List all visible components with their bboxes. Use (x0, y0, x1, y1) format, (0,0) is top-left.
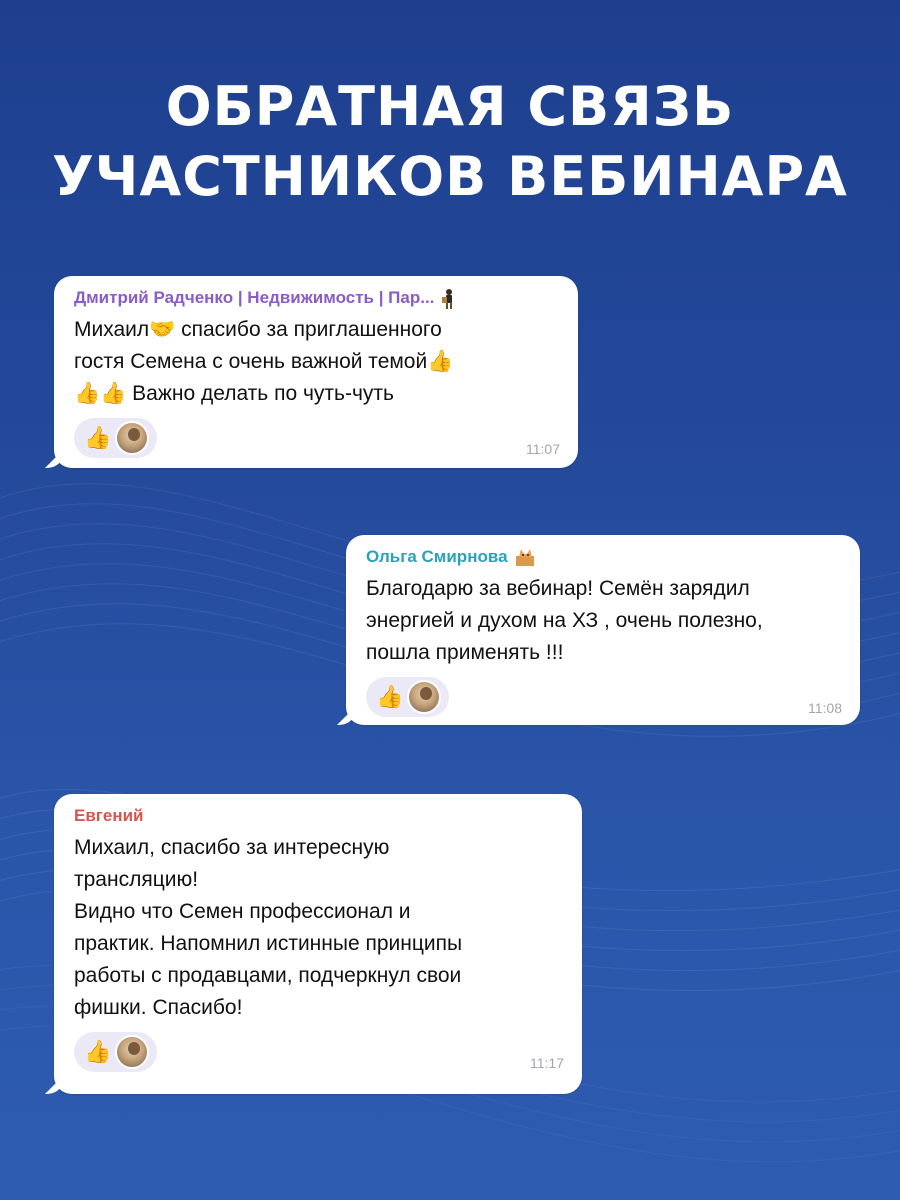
message-line: пошла применять !!! (366, 641, 564, 664)
avatar (115, 1035, 149, 1069)
page-title (0, 72, 900, 212)
reaction-chip[interactable] (74, 1032, 157, 1072)
chat-message (54, 794, 582, 1094)
avatar (407, 680, 441, 714)
page-title-line-1: ОБРАТНАЯ СВЯЗЬ (165, 75, 735, 138)
message-line: Видно что Семен профессионал и (74, 900, 411, 923)
person-icon (440, 288, 458, 308)
thumbs-up-icon: 👍 (84, 425, 112, 450)
sender-name[interactable]: Дмитрий Радченко | Недвижимость | Пар... (74, 286, 560, 310)
message-text (366, 573, 842, 669)
sender-name[interactable]: Ольга Смирнова (366, 545, 842, 569)
message-line: практик. Напомнил истинные принципы (74, 932, 463, 955)
reaction-chip[interactable] (74, 418, 157, 458)
thumbs-up-icon: 👍 (84, 1039, 112, 1064)
message-line: трансляцию! (74, 868, 199, 891)
message-line: Михаил, спасибо за интересную (74, 836, 390, 859)
message-line: Благодарю за вебинар! Семён зарядил (366, 577, 750, 600)
chat-message (346, 535, 860, 725)
message-line: энергией и духом на ХЗ , очень полезно, (366, 609, 763, 632)
message-text (74, 314, 560, 410)
chat-message (54, 276, 578, 468)
message-line: гостя Семена с очень важной темой👍 (74, 350, 454, 373)
reaction-chip[interactable] (366, 677, 449, 717)
sender-name[interactable]: Евгений (74, 806, 144, 825)
message-time: 11:17 (530, 1055, 564, 1071)
message-line: Михаил🤝 спасибо за приглашенного (74, 318, 442, 341)
cat-box-icon (514, 547, 532, 567)
thumbs-up-icon: 👍 (376, 684, 404, 709)
page-title-line-2: УЧАСТНИКОВ ВЕБИНАРА (52, 145, 848, 208)
message-time: 11:08 (808, 700, 842, 716)
message-line: работы с продавцами, подчеркнул свои (74, 964, 462, 987)
message-line: 👍👍 Важно делать по чуть-чуть (74, 382, 394, 405)
message-text (74, 832, 564, 1024)
message-line: фишки. Спасибо! (74, 996, 243, 1019)
message-time: 11:07 (526, 441, 560, 457)
avatar (115, 421, 149, 455)
